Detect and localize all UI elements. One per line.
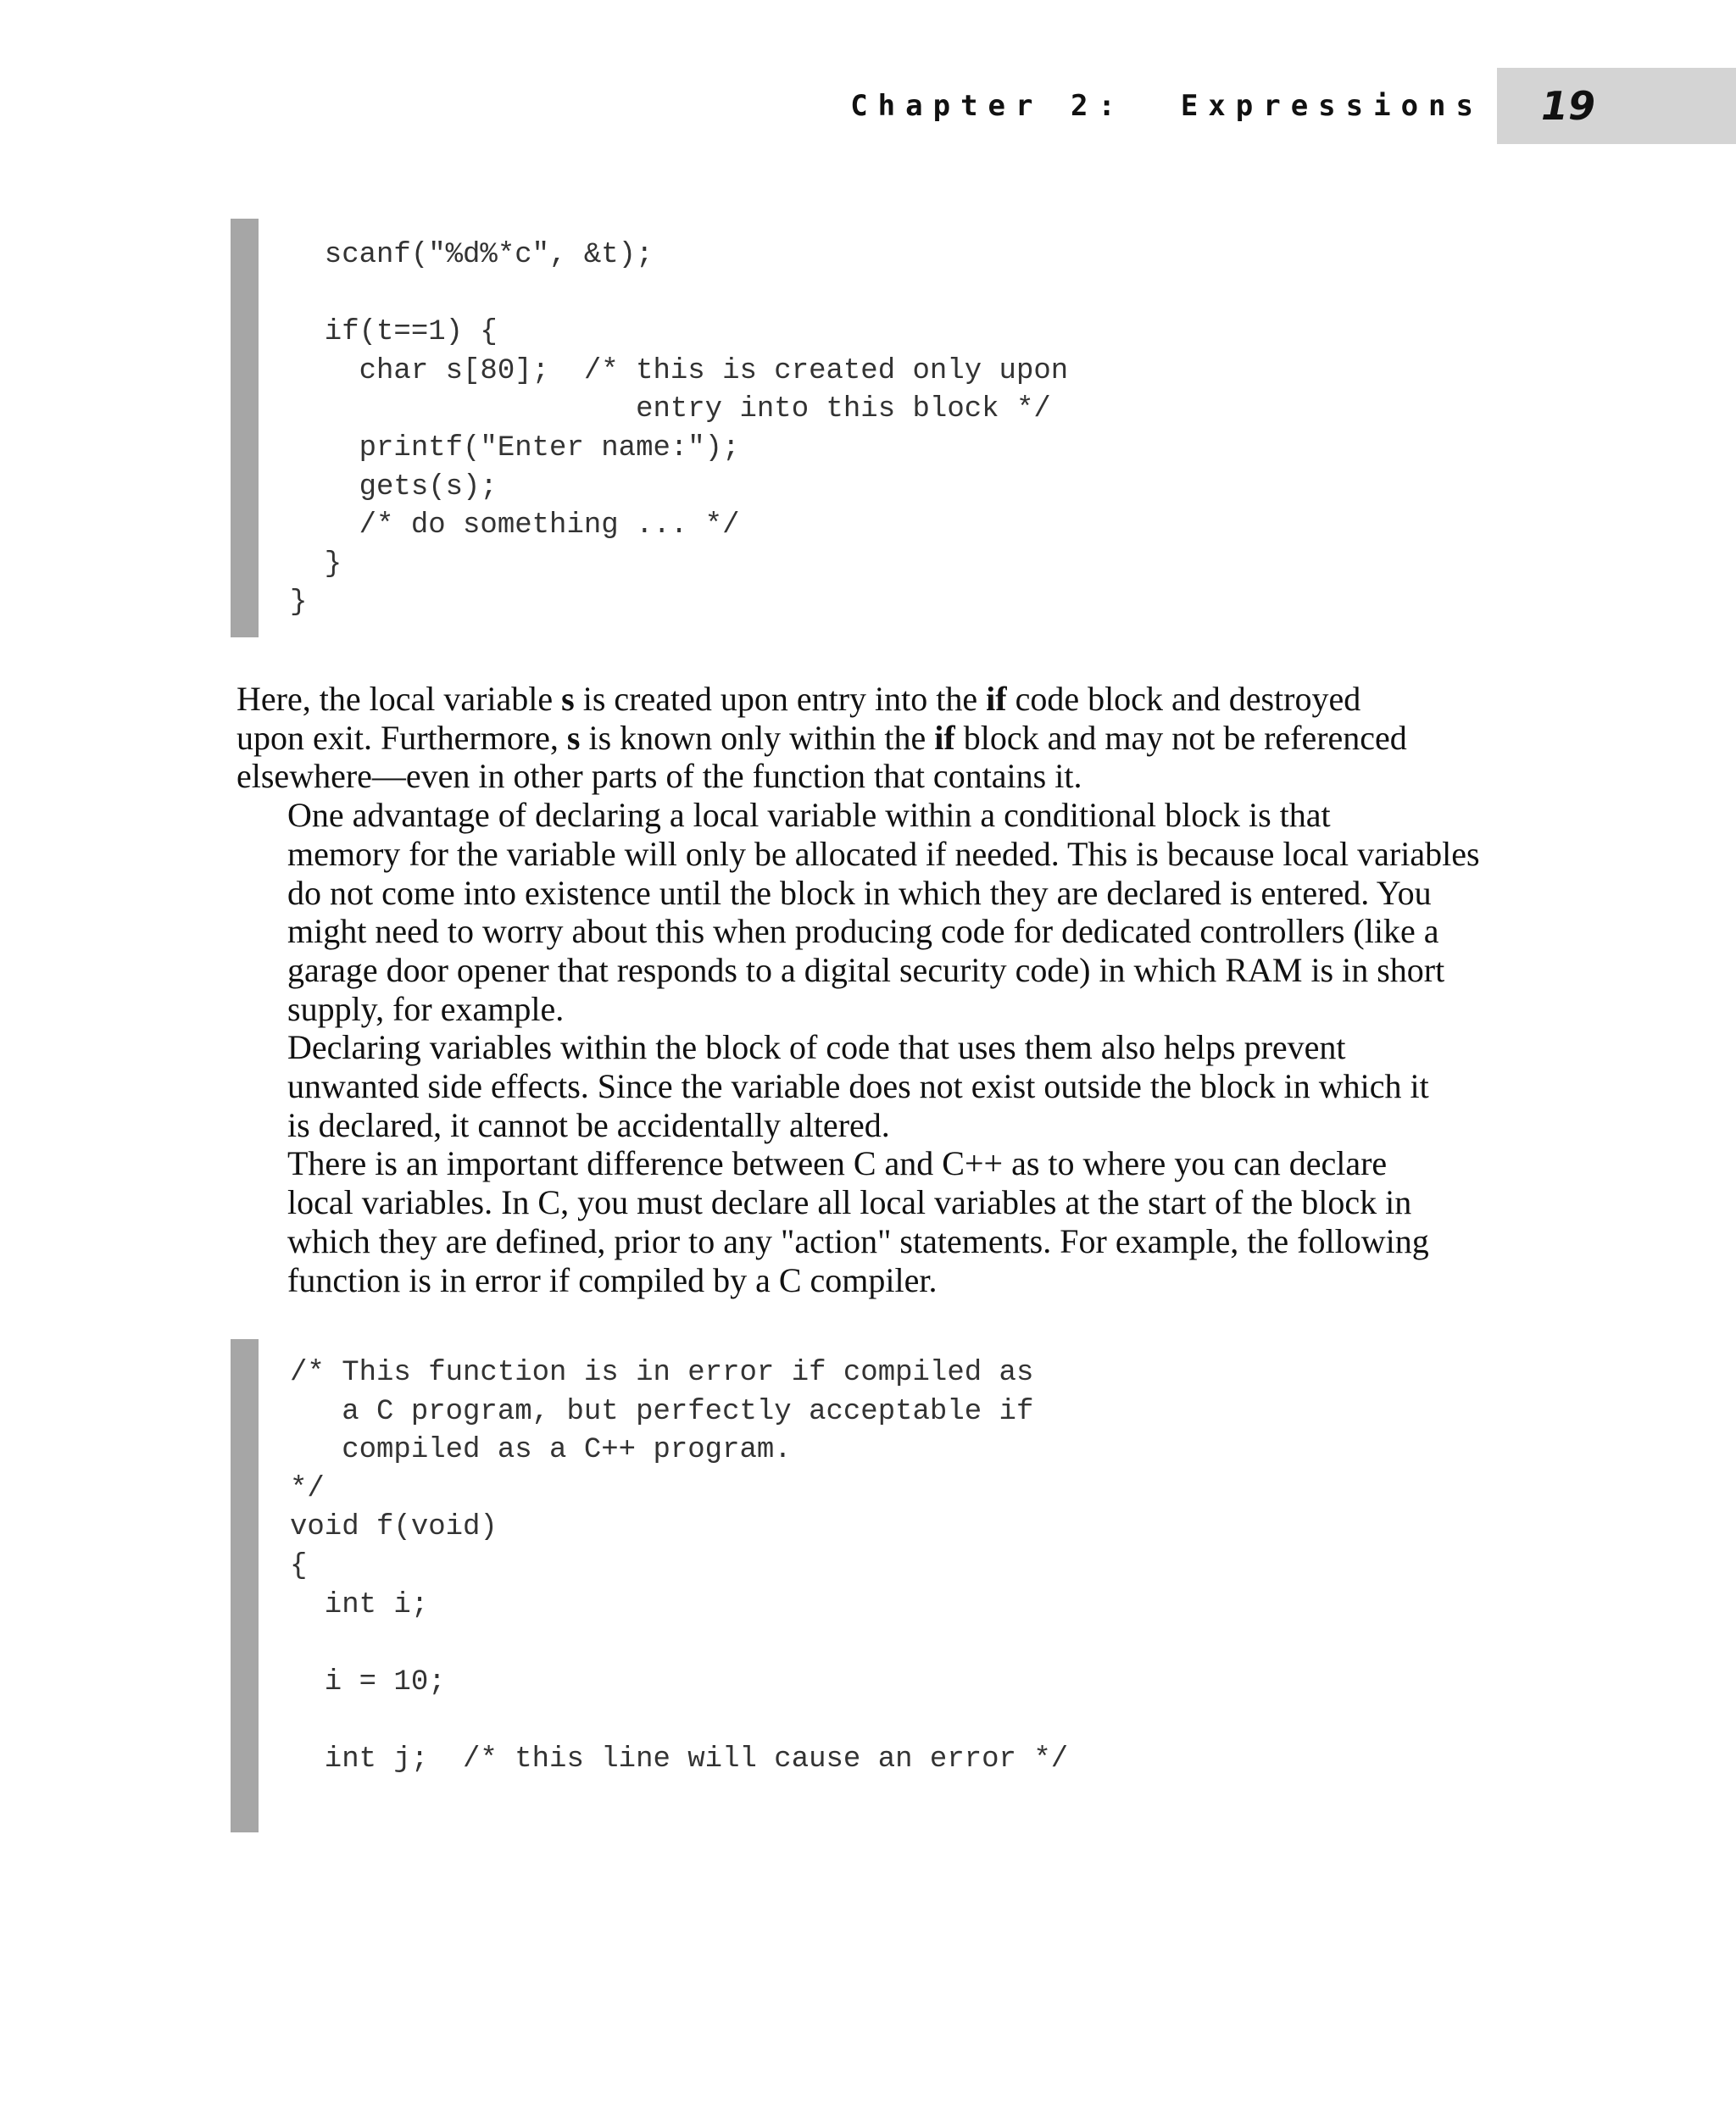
code-term: if	[986, 680, 1007, 718]
paragraph-line: unwanted side effects. Since the variable does not exist outside the block in which it	[287, 1067, 1429, 1106]
paragraph-line: do not come into existence until the block in which they are declared is entered. You	[287, 873, 1432, 912]
text-run: is created upon entry into the	[574, 680, 987, 718]
text-run: code block and destroyed	[1006, 680, 1361, 718]
text-run: block and may not be referenced	[954, 718, 1407, 757]
code-listing-1-text: scanf("%d%*c", &t); if(t==1) { char s[80]; /* this is created only upon entry into this block */ printf("Enter name:"); gets(s); /* do something ... */ } }	[290, 239, 1069, 620]
paragraph-1-line-3: elsewhere—even in other parts of the function that contains it.	[236, 757, 1082, 796]
paragraph-line: function is in error if compiled by a C compiler.	[287, 1260, 938, 1299]
code-listing-1	[231, 219, 1163, 637]
body-text	[236, 680, 1491, 1299]
page-number-tab	[1497, 68, 1736, 144]
paragraph-1-line-1	[236, 680, 1491, 719]
text-run: is known only within the	[580, 718, 935, 757]
paragraph-line: garage door opener that responds to a digital security code) in which RAM is in short	[287, 950, 1445, 989]
code-term: s	[566, 718, 581, 757]
paragraph-line: is declared, it cannot be accidentally altered.	[287, 1105, 890, 1144]
paragraph-1-line-2	[236, 719, 1491, 758]
paragraph-line: Declaring variables within the block of code that uses them also helps prevent	[287, 1028, 1346, 1067]
text-run: Here, the local variable	[236, 680, 562, 718]
paragraph-2	[236, 796, 1491, 1028]
paragraph-1	[236, 680, 1491, 796]
code-term: s	[561, 680, 575, 718]
page-number: 19	[1541, 83, 1596, 129]
paragraph-line: One advantage of declaring a local variable within a conditional block is that	[287, 796, 1331, 835]
paragraph-line: supply, for example.	[287, 989, 565, 1028]
paragraph-3	[236, 1028, 1491, 1144]
paragraph-line: There is an important difference between C and C++ as to where you can declare	[287, 1144, 1388, 1183]
code-term: if	[934, 718, 955, 757]
code-listing-2	[231, 1339, 1163, 1832]
paragraph-line: which they are defined, prior to any "action" statements. For example, the following	[287, 1221, 1429, 1260]
code-listing-2-text: /* This function is in error if compiled as a C program, but perfectly acceptable if compiled as a C++ program. */ void f(void) { int i; i = 10; int j; /* this line will cause an error */	[290, 1357, 1069, 1776]
running-head: Chapter 2: Expressions	[850, 89, 1483, 123]
paragraph-line: might need to worry about this when producing code for dedicated controllers (like a	[287, 912, 1439, 951]
paragraph-line: memory for the variable will only be allocated if needed. This is because local variables	[287, 834, 1480, 873]
paragraph-line: local variables. In C, you must declare all local variables at the start of the block in	[287, 1183, 1412, 1222]
text-run: upon exit. Furthermore,	[236, 718, 567, 757]
paragraph-4	[236, 1144, 1491, 1299]
